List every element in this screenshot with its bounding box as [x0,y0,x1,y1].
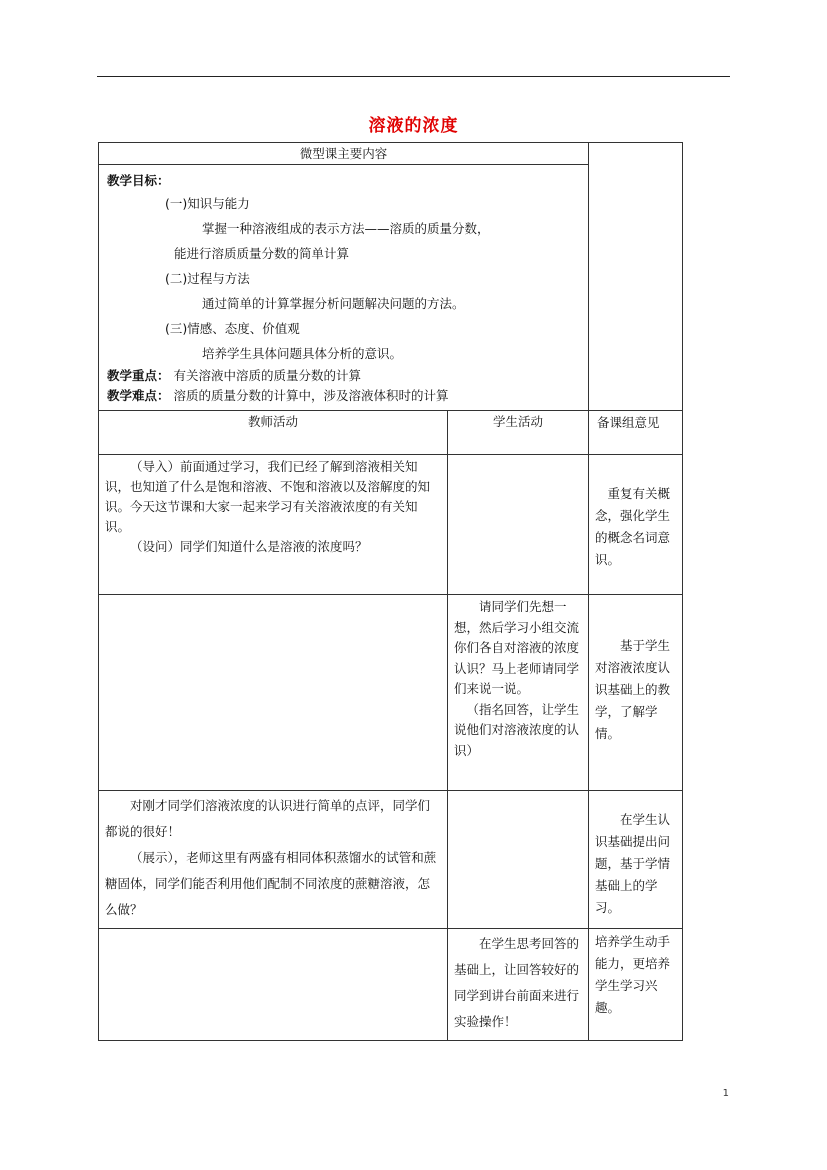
row-4-teacher [99,929,448,1041]
row-2-notes [589,595,683,791]
key-point-label: 教学重点： [107,368,170,383]
row-1-teacher [99,455,448,595]
row-4-notes-text: 培养学生动手能力，更培养学生学习兴趣。 [595,934,671,1015]
goals-label: 教学目标： [107,173,170,188]
goal-section-1-line-1: 掌握一种溶液组成的表示方法——溶质的质量分数， [202,221,490,236]
row-2-student-para-2: （指名回答，让学生说他们对溶液浓度的认识） [454,701,580,758]
row-4-student [448,929,589,1041]
goal-section-3-line-1: 培养学生具体问题具体分析的意识。 [202,346,403,361]
difficulty-label: 教学难点： [107,388,170,403]
document-title: 溶液的浓度 [368,116,459,136]
row-2-notes-text: 基于学生对溶液浓度认识基础上的教学，了解学情。 [595,638,671,741]
row-2-teacher [99,595,448,791]
blank-side-cell [589,143,683,411]
key-point-text: 有关溶液中溶质的质量分数的计算 [173,368,362,383]
goal-section-2-line-1: 通过简单的计算掌握分析问题解决问题的方法。 [202,296,465,311]
page-number: 1 [722,1088,729,1099]
row-3-teacher-para-2: （展示），老师这里有两盛有相同体积蒸馏水的试管和蔗糖固体，同学们能否利用他们配制不同浓度的蔗糖溶液，怎么做？ [105,850,437,917]
row-3-teacher-para-1: 对刚才同学们溶液浓度的认识进行简单的点评，同学们都说的很好！ [105,798,431,839]
row-1-teacher-para-2: （设问）同学们知道什么是溶液的浓度吗？ [130,539,368,554]
header-rule [97,76,730,77]
row-4-notes [589,929,683,1041]
row-1-teacher-para-1: （导入）前面通过学习，我们已经了解到溶液相关知识，也知道了什么是饱和溶液、不饱和溶液以及溶解度的知识。今天这节课和大家一起来学习有关溶液浓度的有关知识。 [105,459,431,534]
teaching-goals [99,165,589,411]
goal-section-1-line-2: 能进行溶质质量分数的简单计算 [174,246,350,261]
goal-section-3: (三)情感、态度、价值观 [165,321,300,336]
goal-section-1: (一)知识与能力 [165,196,250,211]
col-header-student: 学生活动 [448,411,589,455]
row-2-student [448,595,589,791]
table-header: 微型课主要内容 [99,143,589,165]
row-2-student-para-1: 请同学们先想一想，然后学习小组交流你们各自对溶液的浓度认识？马上老师请同学们来说一说。 [454,599,580,696]
row-1-notes-text: 重复有关概念，强化学生的概念名词意识。 [595,486,671,567]
row-1-notes [589,455,683,595]
goal-section-2: (二)过程与方法 [165,271,250,286]
lesson-table [98,142,683,1041]
row-3-notes [589,791,683,929]
difficulty-text: 溶质的质量分数的计算中，涉及溶液体积时的计算 [173,388,449,403]
col-header-notes: 备课组意见 [589,411,683,455]
row-1-student [448,455,589,595]
row-3-notes-text: 在学生认识基础提出问题，基于学情基础上的学习。 [595,812,671,915]
row-4-student-para-1: 在学生思考回答的基础上，让回答较好的同学到讲台前面来进行实验操作！ [454,936,580,1029]
row-3-student [448,791,589,929]
col-header-teacher: 教师活动 [99,411,448,455]
row-3-teacher [99,791,448,929]
